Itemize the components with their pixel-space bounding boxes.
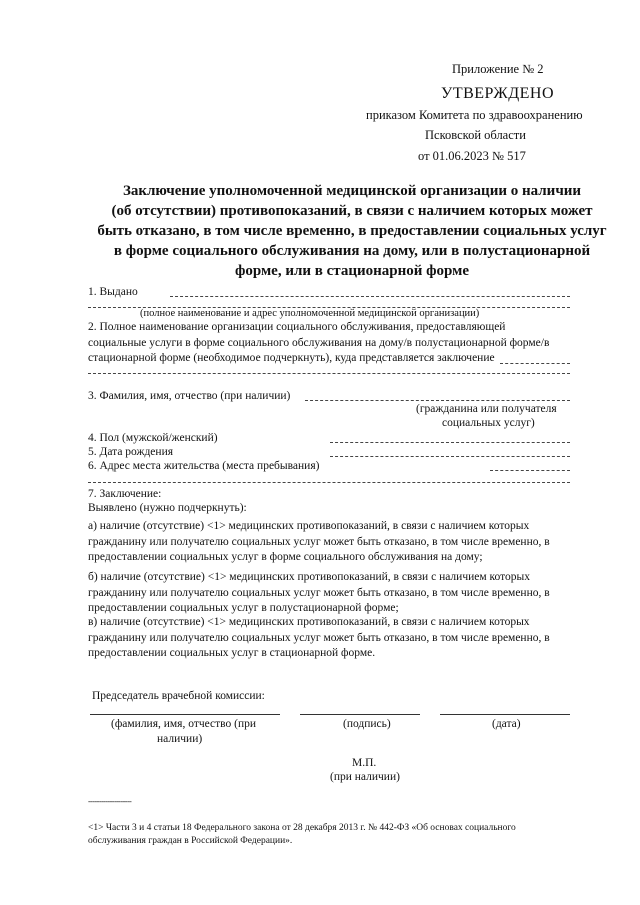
option-a [88, 519, 602, 566]
option-a-line: предоставлении социальных услуг в форме социального обслуживания на дому; [88, 551, 483, 563]
fio-hint: (гражданина или получателя [416, 403, 557, 415]
org-line-fill [500, 363, 570, 364]
title-line: (об отсутствии) противопоказаний, в связи с наличием которых может [111, 203, 593, 219]
issued-line [170, 296, 570, 297]
title-line: быть отказано, в том числе временно, в предоставлении социальных услуг [97, 223, 607, 239]
address-line-2 [88, 482, 570, 483]
conclusion-heading: 7. Заключение: [88, 488, 162, 500]
fio-signature-line [90, 714, 280, 715]
sex-label: 4. Пол (мужской/женский) [88, 432, 218, 444]
stamp-hint: (при наличии) [330, 771, 400, 783]
order-line1: приказом Комитета по здравоохранению [366, 108, 583, 122]
order-line2: Псковской области [425, 128, 526, 142]
option-v-line: в) наличие (отсутствие) <1> медицинских противопоказаний, в связи с наличием которых [88, 616, 530, 628]
address-label: 6. Адрес места жительства (места пребывания) [88, 460, 320, 472]
org-line-fill-2 [88, 373, 570, 374]
approved-label: УТВЕРЖДЕНО [441, 85, 555, 102]
sig-fio-hint: (фамилия, имя, отчество (при [111, 718, 257, 730]
option-b-line: б) наличие (отсутствие) <1> медицинских противопоказаний, в связи с наличием которых [88, 571, 530, 583]
fio-hint: социальных услуг) [442, 417, 535, 429]
appendix-label: Приложение № 2 [452, 62, 544, 76]
org-line: 2. Полное наименование организации социального обслуживания, предоставляющей [88, 321, 506, 333]
option-b [88, 570, 602, 617]
footnote-separator: -------------------- [88, 797, 132, 806]
document-title [88, 181, 616, 281]
option-a-line: гражданину или получателю социальных услуг может быть отказано, в том числе временно, в [88, 535, 550, 548]
sig-sign-hint: (подпись) [343, 718, 391, 730]
option-a-line: а) наличие (отсутствие) <1> медицинских противопоказаний, в связи с наличием которых [88, 520, 530, 532]
sig-fio-hint: наличии) [157, 733, 203, 745]
date-line [440, 714, 570, 715]
issued-hint: (полное наименование и адрес уполномоченной медицинской организации) [140, 308, 480, 319]
option-b-line: предоставлении социальных услуг в полустационарной форме; [88, 602, 399, 614]
fio-label: 3. Фамилия, имя, отчество (при наличии) [88, 390, 291, 402]
org-line: стационарной форме (необходимое подчеркнуть), куда представляется заключение [88, 352, 495, 364]
title-line: Заключение уполномоченной медицинской организации о наличии [122, 183, 582, 199]
option-v-line: гражданину или получателю социальных услуг может быть отказано, в том числе временно, в [88, 631, 550, 644]
birth-line [330, 456, 570, 457]
sex-line [330, 442, 570, 443]
order-date: от 01.06.2023 № 517 [418, 149, 526, 163]
footnote-line: обслуживания граждан в Российской Федерации». [88, 836, 293, 846]
sign-line [300, 714, 420, 715]
revealed-label: Выявлено (нужно подчеркнуть): [88, 502, 247, 514]
title-line: в форме социального обслуживания на дому, или в полустационарной [113, 243, 591, 259]
org-line: социальные услуги в форме социального обслуживания на дому/в полустационарной форме/в [88, 337, 550, 349]
footnote-line: <1> Части 3 и 4 статьи 18 Федерального закона от 28 декабря 2013 г. № 442-ФЗ «Об основах социального [88, 823, 516, 833]
birth-label: 5. Дата рождения [88, 446, 174, 458]
address-line [490, 470, 570, 471]
option-v-line: предоставлении социальных услуг в стационарной форме. [88, 647, 376, 659]
title-line: форме, или в стационарной форме [234, 263, 470, 279]
stamp-label: М.П. [352, 757, 377, 769]
chairman-label: Председатель врачебной комиссии: [92, 690, 265, 702]
issued-label: 1. Выдано [88, 286, 138, 298]
option-v [88, 615, 602, 662]
sig-date-hint: (дата) [492, 718, 521, 730]
fio-line [305, 400, 570, 401]
option-b-line: гражданину или получателю социальных услуг может быть отказано, в том числе временно, в [88, 586, 550, 599]
